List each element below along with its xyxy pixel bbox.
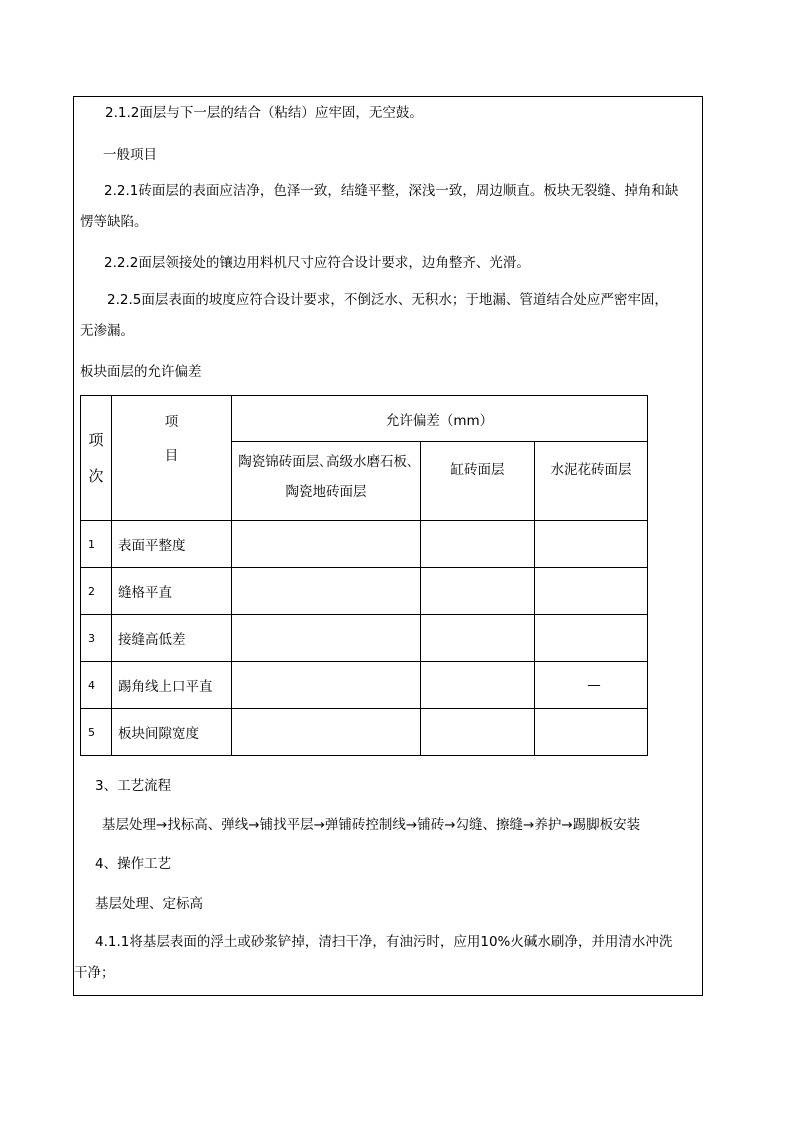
row-value-c bbox=[535, 521, 648, 568]
row-index: 4 bbox=[81, 662, 112, 709]
row-item-name: 板块间隙宽度 bbox=[112, 709, 232, 756]
deviation-table bbox=[80, 395, 648, 756]
row-index: 5 bbox=[81, 709, 112, 756]
row-item-name: 表面平整度 bbox=[112, 521, 232, 568]
row-value-c bbox=[535, 615, 648, 662]
paragraph-2-1-2: 2.1.2面层与下一层的结合（粘结）应牢固，无空鼓。 bbox=[105, 105, 423, 121]
heading-general-items: 一般项目 bbox=[103, 147, 157, 163]
row-value-b bbox=[421, 615, 535, 662]
paragraph-2-2-1-line1: 2.2.1砖面层的表面应洁净，色泽一致，结缝平整，深浅一致，周边顺直。板块无裂缝、掉角和缺 bbox=[104, 183, 679, 199]
paragraph-2-2-2: 2.2.2面层领接处的镶边用料机尺寸应符合设计要求，边角整齐、光滑。 bbox=[104, 255, 530, 271]
table-row bbox=[81, 662, 648, 709]
row-index: 2 bbox=[81, 568, 112, 615]
header-item-top: 项 bbox=[164, 414, 179, 430]
header-index-bottom: 次 bbox=[88, 467, 104, 485]
row-index: 3 bbox=[81, 615, 112, 662]
row-value-b bbox=[421, 662, 535, 709]
paragraph-4-1-1-line2: 干净； bbox=[74, 965, 115, 981]
row-value-a bbox=[232, 521, 421, 568]
row-value-c bbox=[535, 568, 648, 615]
process-flow-steps: 基层处理→找标高、弹线→铺找平层→弹铺砖控制线→铺砖→勾缝、擦缝→养护→踢脚板安装 bbox=[102, 817, 641, 833]
row-value-c bbox=[535, 709, 648, 756]
row-item-name: 缝格平直 bbox=[112, 568, 232, 615]
table-row bbox=[81, 615, 648, 662]
row-value-b bbox=[421, 709, 535, 756]
header-item-cell bbox=[112, 396, 232, 521]
header-index-top: 项 bbox=[88, 431, 104, 449]
table-row bbox=[81, 521, 648, 568]
row-value-a bbox=[232, 709, 421, 756]
row-value-b bbox=[421, 568, 535, 615]
header-clinker-tile-layer: 缸砖面层 bbox=[421, 442, 535, 521]
header-cement-tile-layer: 水泥花砖面层 bbox=[535, 442, 648, 521]
row-value-a bbox=[232, 568, 421, 615]
table-caption: 板块面层的允许偏差 bbox=[80, 364, 202, 380]
header-allowed-deviation: 允许偏差（mm） bbox=[232, 396, 648, 442]
header-mosaic-tile-layer bbox=[232, 442, 421, 521]
row-item-name: 接缝高低差 bbox=[112, 615, 232, 662]
header-mosaic-line1: 陶瓷锦砖面层､高级水磨石板､ bbox=[238, 454, 414, 470]
row-index: 1 bbox=[81, 521, 112, 568]
paragraph-2-2-1-line2: 愣等缺陷。 bbox=[80, 214, 148, 230]
row-value-c: — bbox=[535, 662, 648, 709]
row-value-a bbox=[232, 662, 421, 709]
row-value-b bbox=[421, 521, 535, 568]
paragraph-2-2-5-line2: 无渗漏。 bbox=[80, 323, 134, 339]
header-item-bottom: 目 bbox=[164, 448, 179, 464]
header-index-cell bbox=[81, 396, 112, 521]
heading-process-flow: 3、工艺流程 bbox=[95, 778, 172, 794]
heading-base-treatment: 基层处理、定标高 bbox=[95, 896, 203, 912]
heading-operation-process: 4、操作工艺 bbox=[95, 856, 172, 872]
row-item-name: 踢角线上口平直 bbox=[112, 662, 232, 709]
paragraph-2-2-5-line1: 2.2.5面层表面的坡度应符合设计要求，不倒泛水、无积水；于地漏、管道结合处应严密牢固， bbox=[107, 292, 668, 308]
row-value-a bbox=[232, 615, 421, 662]
table-row bbox=[81, 568, 648, 615]
header-mosaic-line2: 陶瓷地砖面层 bbox=[285, 484, 367, 500]
paragraph-4-1-1-line1: 4.1.1将基层表面的浮土或砂浆铲掉，清扫干净，有油污时，应用10%火碱水刷净，并用清水冲洗 bbox=[95, 934, 673, 950]
table-row bbox=[81, 709, 648, 756]
